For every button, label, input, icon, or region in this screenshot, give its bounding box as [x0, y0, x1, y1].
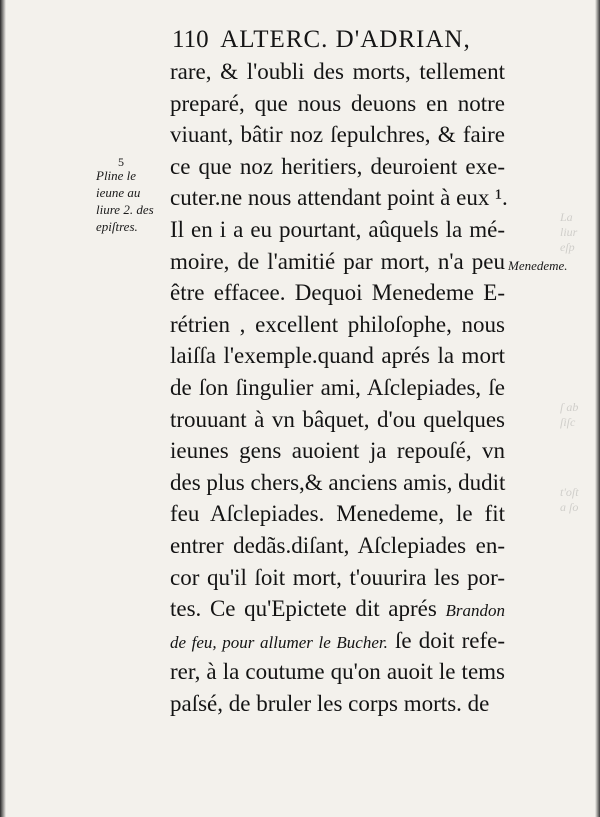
left-margin-note	[96, 157, 166, 235]
text-line: entrer dedãs.diſant, Aſclepiades en-	[170, 532, 505, 558]
body-text	[170, 56, 508, 719]
text-line: ieunes gens auoient ja repouſé, vn	[170, 438, 505, 464]
text-line: être effacee. Dequoi Menedeme E-	[170, 280, 505, 306]
text-line	[170, 593, 505, 625]
text-line: moire, de l'amitié par mort, n'a peu	[170, 248, 505, 274]
right-margin-note: Menedeme.	[508, 258, 568, 273]
bleed-through: ſ ab ſiſc	[560, 400, 579, 429]
text-line: trouuant à vn bâquet, d'ou quelques	[170, 406, 505, 432]
text-line: laiſſa l'exemple.quand aprés la mort	[170, 343, 505, 369]
page-number: 110	[172, 26, 209, 53]
page-right-shadow	[595, 0, 600, 817]
margin-note-line: epiſtres.	[96, 219, 138, 234]
text-line: rare, & l'oubli des morts, tellement	[170, 59, 505, 84]
text-line: viuant, bâtir noz ſepulchres, & faire	[170, 122, 505, 148]
text-line: cor qu'il ſoit mort, t'ouurira les por-	[170, 564, 505, 590]
text-line: Il en i a eu pourtant, aûquels la mé-	[170, 216, 505, 242]
text-segment: tes. Ce qu'Epictete dit aprés	[170, 596, 437, 622]
text-segment: ſe doit refe-	[395, 627, 506, 653]
page-left-shadow	[0, 0, 6, 817]
text-line: preparé, que nous deuons en notre	[170, 90, 505, 116]
text-line	[170, 625, 505, 657]
margin-note-line: ieune au	[96, 185, 141, 200]
page-header	[172, 26, 502, 54]
italic-phrase: de feu, pour allumer le Bucher.	[170, 632, 388, 652]
text-line: cuter.ne nous attendant point à eux ¹.	[170, 185, 508, 211]
margin-note-line: Pline le	[96, 168, 137, 183]
bleed-through: La liur eſp	[560, 210, 578, 254]
text-line: de ſon ſingulier ami, Aſclepiades, ſe	[170, 374, 505, 400]
note-number: 5	[118, 155, 124, 169]
margin-note-line: liure 2. des	[96, 202, 154, 217]
running-title: ALTERC. D'ADRIAN,	[220, 26, 471, 53]
text-line: paſsé, de bruler les corps morts. de	[170, 690, 490, 716]
italic-phrase: Brandon	[445, 601, 505, 621]
text-line: des plus chers,& anciens amis, dudit	[170, 469, 506, 495]
text-line: feu Aſclepiades. Menedeme, le fit	[170, 501, 505, 527]
text-line: rétrien , excellent philoſophe, nous	[170, 311, 505, 337]
text-line: rer, à la coutume qu'on auoit le tems	[170, 659, 505, 685]
bleed-through: t'oſt a ſo	[560, 485, 579, 514]
text-line: ce que noz heritiers, deuroient exe-	[170, 153, 505, 179]
